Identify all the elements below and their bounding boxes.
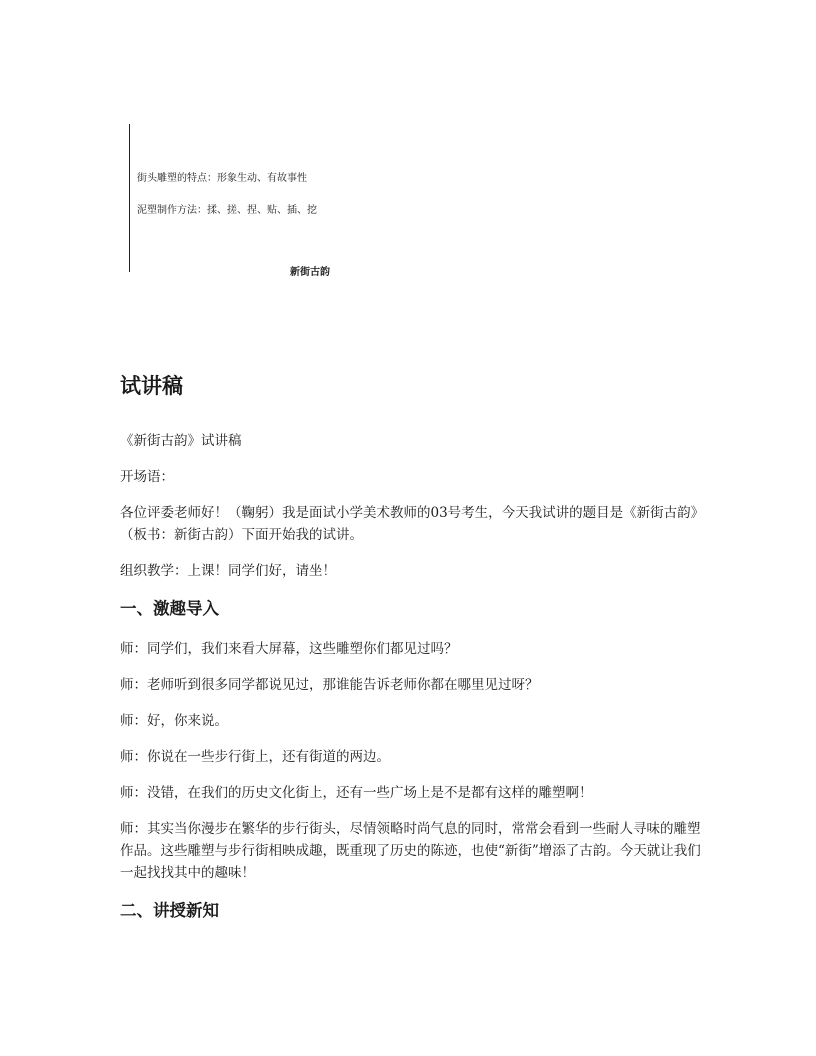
- paragraph: 师：好，你来说。: [120, 713, 228, 729]
- board-line-method: 泥塑制作方法：揉、搓、捏、贴、插、挖: [137, 205, 317, 216]
- paragraph: 《新街古韵》试讲稿: [120, 433, 242, 449]
- paragraph: 师：没错，在我们的历史文化街上，还有一些广场上是不是都有这样的雕塑啊！: [120, 785, 593, 801]
- section-heading-new-knowledge: 二、讲授新知: [120, 901, 219, 920]
- document-body: [120, 364, 710, 940]
- paragraph: 师：其实当你漫步在繁华的步行街头，尽情领略时尚气息的同时，常常会看到一些耐人寻味的雕塑作品。这些雕塑与步行街相映成趣，既重现了历史的陈迹，也使“新街”增添了古韵。今天就让我们一起找找其中的趣味！: [120, 821, 701, 881]
- board-line-features: 街头雕塑的特点：形象生动、有故事性: [137, 173, 307, 184]
- paragraph: 师：老师听到很多同学都说见过，那谁能告诉老师你都在哪里见过呀？: [120, 677, 539, 693]
- paragraph: 师：你说在一些步行街上，还有街道的两边。: [120, 749, 390, 765]
- blackboard-design: [129, 124, 370, 278]
- paragraph: 各位评委老师好！（鞠躬）我是面试小学美术教师的03号考生，今天我试讲的题目是《新街古韵》（板书：新街古韵）下面开始我的试讲。: [120, 505, 705, 543]
- paragraph: 开场语：: [120, 469, 174, 485]
- paragraph: 师：同学们，我们来看大屏幕，这些雕塑你们都见过吗？: [120, 641, 458, 657]
- board-title: 新街古韵: [290, 267, 330, 278]
- section-heading-intro: 一、激趣导入: [120, 599, 219, 618]
- paragraph: 组织教学：上课！同学们好，请坐！: [120, 563, 336, 579]
- page-title: 试讲稿: [120, 374, 183, 398]
